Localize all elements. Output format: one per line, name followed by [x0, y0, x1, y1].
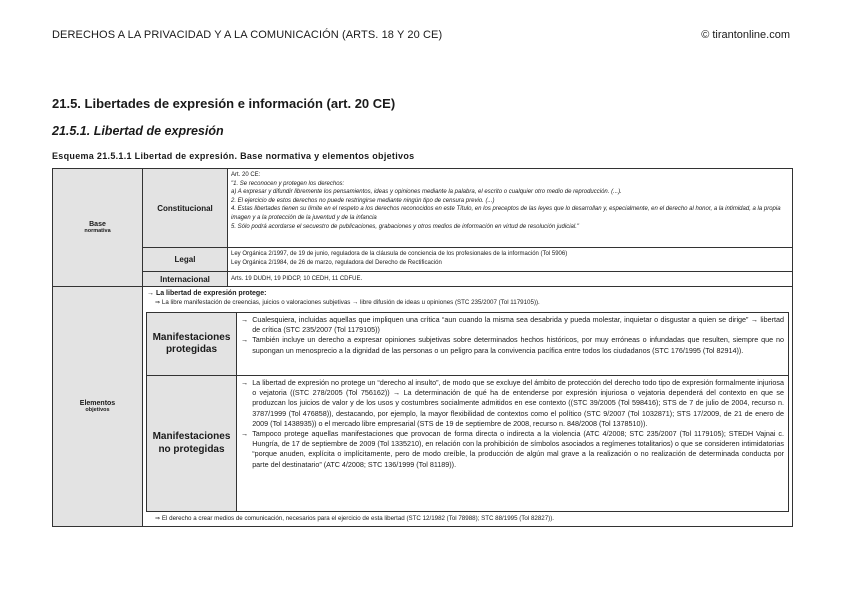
elem-label-line2: objetivos: [85, 407, 110, 413]
legal-line: Ley Orgánica 2/1997, de 19 de junio, reguladora de la cláusula de conciencia de los profesionales de la información (Tol 5906): [231, 251, 568, 257]
constitucional-content: [227, 168, 793, 248]
protegida-item: → Cualesquiera, incluidas aquellas que impliquen una crítica “aun cuando la misma sea desabrida y pueda molestar, inquietar o disgustar a quien se dirige” → libertad de crítica (STC 235/2007 (Tol 1179105)): [241, 315, 784, 335]
const-line: a) A expresar y difundir libremente los pensamientos, ideas y opiniones mediante la palabra, el escrito o cualquier otro medio de reproducción. (...).: [231, 189, 622, 196]
const-line: "1. Se reconocen y protegen los derechos:: [231, 180, 345, 187]
arrow-icon: →: [241, 315, 249, 324]
const-line: Art. 20 CE:: [231, 172, 261, 178]
no-protegidas-label: Manifestaciones no protegidas: [146, 375, 237, 512]
const-line: 2. El ejercicio de estos derechos no puede restringirse mediante ningún tipo de censura previo. (...): [231, 197, 495, 204]
section-heading: 21.5. Libertades de expresión e información (art. 20 CE): [52, 96, 396, 111]
legal-line: Ley Orgánica 2/1984, de 26 de marzo, reguladora del Derecho de Rectificación: [231, 259, 442, 266]
copyright-notice: © tirantonline.com: [701, 29, 790, 41]
legal-content: [227, 247, 793, 272]
internacional-content: Arts. 19 DUDH, 19 PIDCP, 10 CEDH, 11 CDFUE.: [227, 271, 793, 287]
elem-label-line1: Elementos: [79, 400, 116, 407]
base-normativa-label: [52, 168, 143, 287]
arrow-icon: →: [241, 378, 249, 387]
arrow-icon: →: [241, 335, 249, 345]
elem-intro-sub: ⇒ La libre manifestación de creencias, juicios o valoraciones subjetivas → libre difusión de ideas u opiniones (STC 235/2007 (Tol 1179105)).: [155, 299, 540, 306]
internacional-label: Internacional: [142, 271, 228, 287]
const-line: 4. Estas libertades tienen su límite en el respeto a los derechos reconocidos en este Título, en los preceptos de las leyes que lo desarrollan y, especialmente, en el derecho al honor, a la intimidad, a la propia imagen y a la protección de la juventud y de la infancia: [231, 206, 781, 221]
running-header-title: DERECHOS A LA PRIVACIDAD Y A LA COMUNICACIÓN (ARTS. 18 Y 20 CE): [52, 29, 443, 41]
no-protegida-item: → La libertad de expresión no protege un “derecho al insulto”, de modo que se excluye del ámbito de protección del derecho todo tipo de expresión formalmente injuriosa o vejatoria ((STC 278/2005 (Tol 756162)) → La determinación de qué ha de entenderse por expresión injuriosa o vejatoria dependerá del contexto en que se produzcan los juicios de valor y de los usos y costumbres socialmente admitidos en ese contexto ((STC 39/2005 (Tol 598416); STS de 7 de julio de 2004, recurso n. 3787/1999 (Tol 476858)), destacando, por ejemplo, la mayor flexibilidad de contextos como el político (STC 9/2007 (Tol 1032871); STS 17/2009, de 21 de enero de 2009 (Tol 1438935)) o el mercado libre empresarial (STS de 19 de septiembre de 2008, recurso n. 848/2008 (Tol 1378510)).: [241, 378, 784, 428]
legal-label: Legal: [142, 247, 228, 272]
elem-footer: ⇒ El derecho a crear medios de comunicación, necesarios para el ejercicio de esta libertad (STC 12/1982 (Tol 78988); STC 88/1995 (Tol 82827)).: [155, 515, 554, 522]
constitucional-label: Constitucional: [142, 168, 228, 248]
protegidas-content: [236, 312, 789, 376]
base-label-line1: Base: [89, 221, 106, 228]
subsection-heading: 21.5.1. Libertad de expresión: [52, 124, 224, 138]
schema-caption: Esquema 21.5.1.1 Libertad de expresión. Base normativa y elementos objetivos: [52, 151, 415, 161]
schema-table: [52, 168, 793, 527]
protegidas-label: Manifestaciones protegidas: [146, 312, 237, 376]
base-label-line2: normativa: [84, 228, 111, 234]
protegida-item: → También incluye un derecho a expresar opiniones subjetivas sobre determinados hechos históricos, por muy erróneas o infundadas que resulten, siempre que no supongan un menosprecio a la dignidad de las personas o un peligro para la convivencia pacífica entre todos los ciudadanos (STC 176/1995 (Tol 82914)).: [241, 335, 784, 355]
arrow-icon: →: [241, 429, 249, 439]
no-protegida-item: → Tampoco protege aquellas manifestaciones que provocan de forma directa o indirecta a la violencia (ATC 4/2008; STC 235/2007 (Tol 1179105); STEDH Vajnai c. Hungría, de 17 de septiembre de 2009 (Tol 1335210), en relación con la prohibición de símbolos asociados a regímenes totalitarios) o que se consideren intimidatorias “porque anuden, explícita o implícitamente, pero de modo creíble, la producción de algún mal grave a la realización o no realización de determinada conducta por parte del destinatario” (ATC 4/2008; STC 136/1999 (Tol 81189)).: [241, 429, 784, 469]
elem-intro-bold: → La libertad de expresión protege:: [147, 290, 267, 297]
const-line: 5. Sólo podrá acordarse el secuestro de publicaciones, grabaciones y otros medios de información en virtud de resolución judicial.": [231, 223, 579, 230]
no-protegidas-content: [236, 375, 789, 512]
elementos-objetivos-label: [52, 286, 143, 527]
